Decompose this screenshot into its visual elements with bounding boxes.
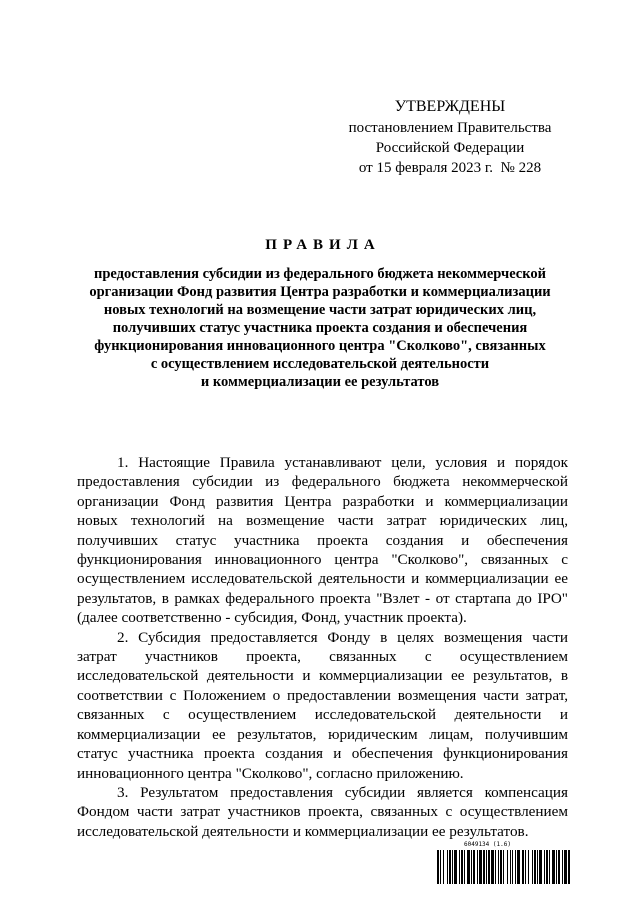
paragraph-1: 1. Настоящие Правила устанавливают цели, условия и порядок предоставления субсидии из федерального бюджета некоммерческой организации Фонд развития Центра разработки и коммерциализации новых технологий на возмещение части затрат юридических лиц, получивших статус участника проекта создания и обеспечения функционирования инновационного центра "Сколково", связанных с осуществлением исследовательской деятельности и коммерциализации ее результатов, в рамках федерального проекта "Взлет - от стартапа до IPO" (далее соответственно - субсидия, Фонд, участник проекта). <box>77 454 568 627</box>
subtitle-line: функционирования инновационного центра "Сколково", связанных <box>94 338 546 354</box>
barcode-number: 6049134 (1.6) <box>464 841 511 848</box>
paragraph-2: 2. Субсидия предоставляется Фонду в целях возмещения части затрат участников проекта, связанных с осуществлением исследовательской деятельности и коммерциализации ее результатов, в соответствии с Положением о предоставлении возмещения части затрат, связанных с осуществлением исследовательской деятельности и коммерциализации ее результатов, юридическим лицам, получившим статус участника проекта создания и обеспечения функционирования инновационного центра "Сколково", согласно приложению. <box>77 628 568 782</box>
subtitle-line: и коммерциализации ее результатов <box>200 374 440 390</box>
approval-line-date-number: от 15 февраля 2023 г. № 228 <box>358 160 542 176</box>
document-body <box>77 453 568 841</box>
paragraph-3: 3. Результатом предоставления субсидии является компенсация Фондом части затрат участников проекта, связанных с осуществлением исследовательской деятельности и коммерциализации ее результатов. <box>77 783 568 840</box>
document-subtitle <box>72 265 568 391</box>
subtitle-line: организации Фонд развития Центра разработки и коммерциализации <box>89 284 551 300</box>
barcode-icon <box>437 850 571 884</box>
subtitle-line: с осуществлением исследовательской деятельности <box>150 356 490 372</box>
approval-heading: УТВЕРЖДЕНЫ <box>394 98 506 115</box>
approval-line-resolution: постановлением Правительства <box>348 120 552 136</box>
approval-line-government: Российской Федерации <box>375 140 525 156</box>
subtitle-line: предоставления субсидии из федерального бюджета некоммерческой <box>93 266 547 282</box>
document-barcode <box>437 841 571 885</box>
subtitle-line: получивших статус участника проекта создания и обеспечения <box>112 320 528 336</box>
document-title: ПРАВИЛА <box>265 237 381 253</box>
approval-block <box>330 96 570 178</box>
subtitle-line: новых технологий на возмещение части затрат юридических лиц, <box>103 302 537 318</box>
